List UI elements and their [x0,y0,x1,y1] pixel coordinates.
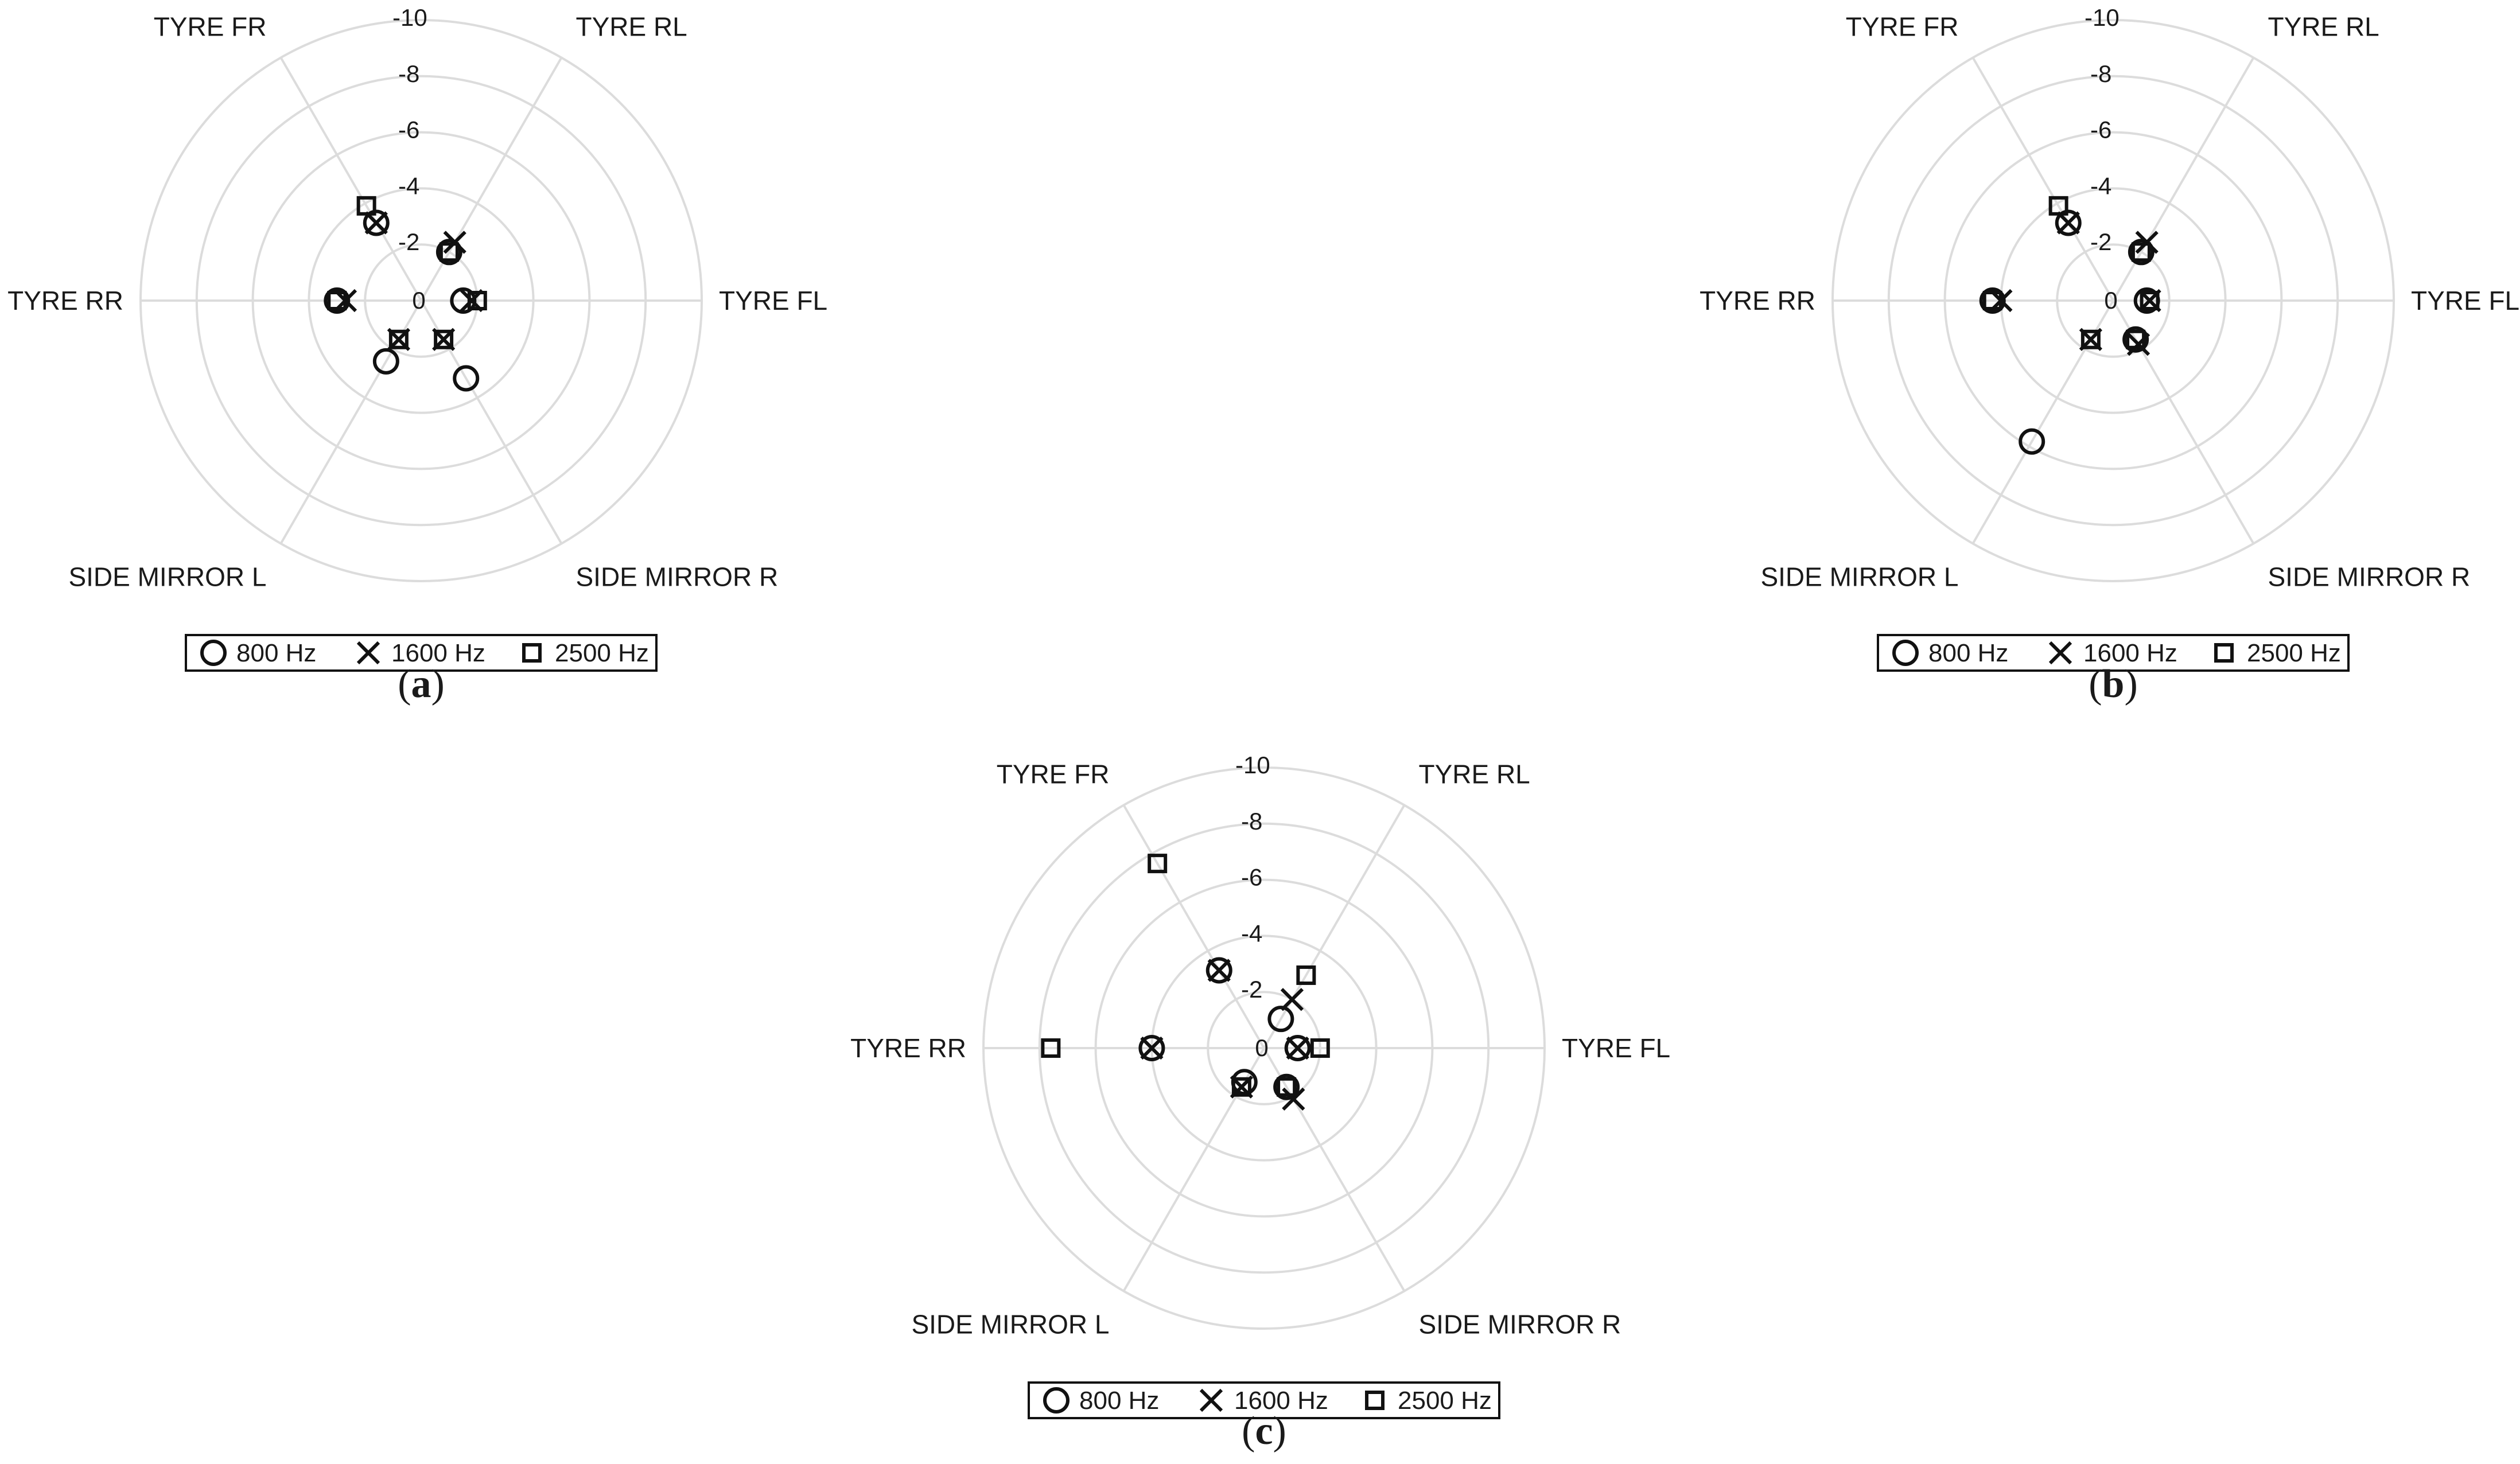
angular-axis-label: TYRE FR [153,11,267,42]
radial-tick-label: -2 [1241,976,1263,1003]
angular-axis-label: TYRE FL [1562,1033,1671,1063]
angular-axis-label: SIDE MIRROR L [68,562,267,592]
legend-entry-label: 1600 Hz [391,639,485,667]
legend-entry-label: 800 Hz [236,639,317,667]
legend-entry-label: 800 Hz [1079,1387,1160,1415]
angular-axis-label: TYRE RL [1418,759,1530,789]
panel-label: (a) [398,662,445,706]
radial-tick-label: -10 [1235,752,1270,778]
polar-panel-c [850,752,1670,1453]
grid-spoke [2113,301,2254,543]
legend-entry-label: 800 Hz [1928,639,2009,667]
legend-entry-label: 2500 Hz [1398,1387,1492,1415]
radial-tick-label: 0 [2104,287,2118,314]
radial-tick-label: -2 [2090,228,2112,256]
grid-spoke [1264,1048,1405,1291]
radial-tick-label: -4 [398,172,420,200]
radial-tick-label: -6 [1241,863,1263,891]
data-point-cross [366,212,387,233]
grid-spoke [1264,805,1405,1048]
radial-tick-label: -8 [398,60,420,87]
radial-tick-label: 0 [412,287,426,314]
angular-axis-label: TYRE FL [719,286,828,316]
polar-panel-a [7,4,827,706]
panel-label: (b) [2089,662,2138,706]
radial-tick-label: -4 [1241,920,1263,947]
radial-tick-label: -8 [1241,807,1263,835]
angular-axis-label: TYRE RR [1700,286,1815,316]
radial-tick-label: -8 [2090,60,2112,87]
data-point-cross [1282,989,1302,1010]
angular-axis-label: TYRE FR [1845,11,1959,42]
angular-axis-label: SIDE MIRROR R [1418,1309,1621,1340]
angular-axis-label: TYRE RL [2268,11,2379,42]
angular-axis-label: TYRE RR [850,1033,966,1063]
radial-tick-label: -6 [2090,116,2112,143]
angular-axis-label: SIDE MIRROR L [1760,562,1959,592]
polar-panel-b [1700,4,2519,706]
grid-spoke [421,58,562,301]
legend-entry-label: 1600 Hz [1234,1387,1328,1415]
data-point-cross [1209,960,1230,980]
radial-tick-label: -4 [2090,172,2112,200]
angular-axis-label: TYRE RL [575,11,687,42]
angular-axis-label: SIDE MIRROR R [2268,562,2471,592]
angular-axis-label: SIDE MIRROR L [911,1309,1110,1340]
radial-tick-label: -10 [2085,4,2120,31]
data-point-cross [2058,212,2079,233]
angular-axis-label: TYRE FL [2411,286,2520,316]
legend-entry-label: 2500 Hz [555,639,649,667]
angular-axis-label: TYRE RR [7,286,123,316]
radial-tick-label: -6 [398,116,420,143]
legend-entry-label: 1600 Hz [2083,639,2177,667]
radial-tick-label: -10 [392,4,427,31]
legend-entry-label: 2500 Hz [2247,639,2341,667]
grid-spoke [2113,58,2254,301]
radial-tick-label: 0 [1255,1034,1269,1061]
angular-axis-label: TYRE FR [996,759,1110,789]
panel-label: (c) [1242,1409,1286,1453]
radial-tick-label: -2 [398,228,420,256]
angular-axis-label: SIDE MIRROR R [575,562,779,592]
